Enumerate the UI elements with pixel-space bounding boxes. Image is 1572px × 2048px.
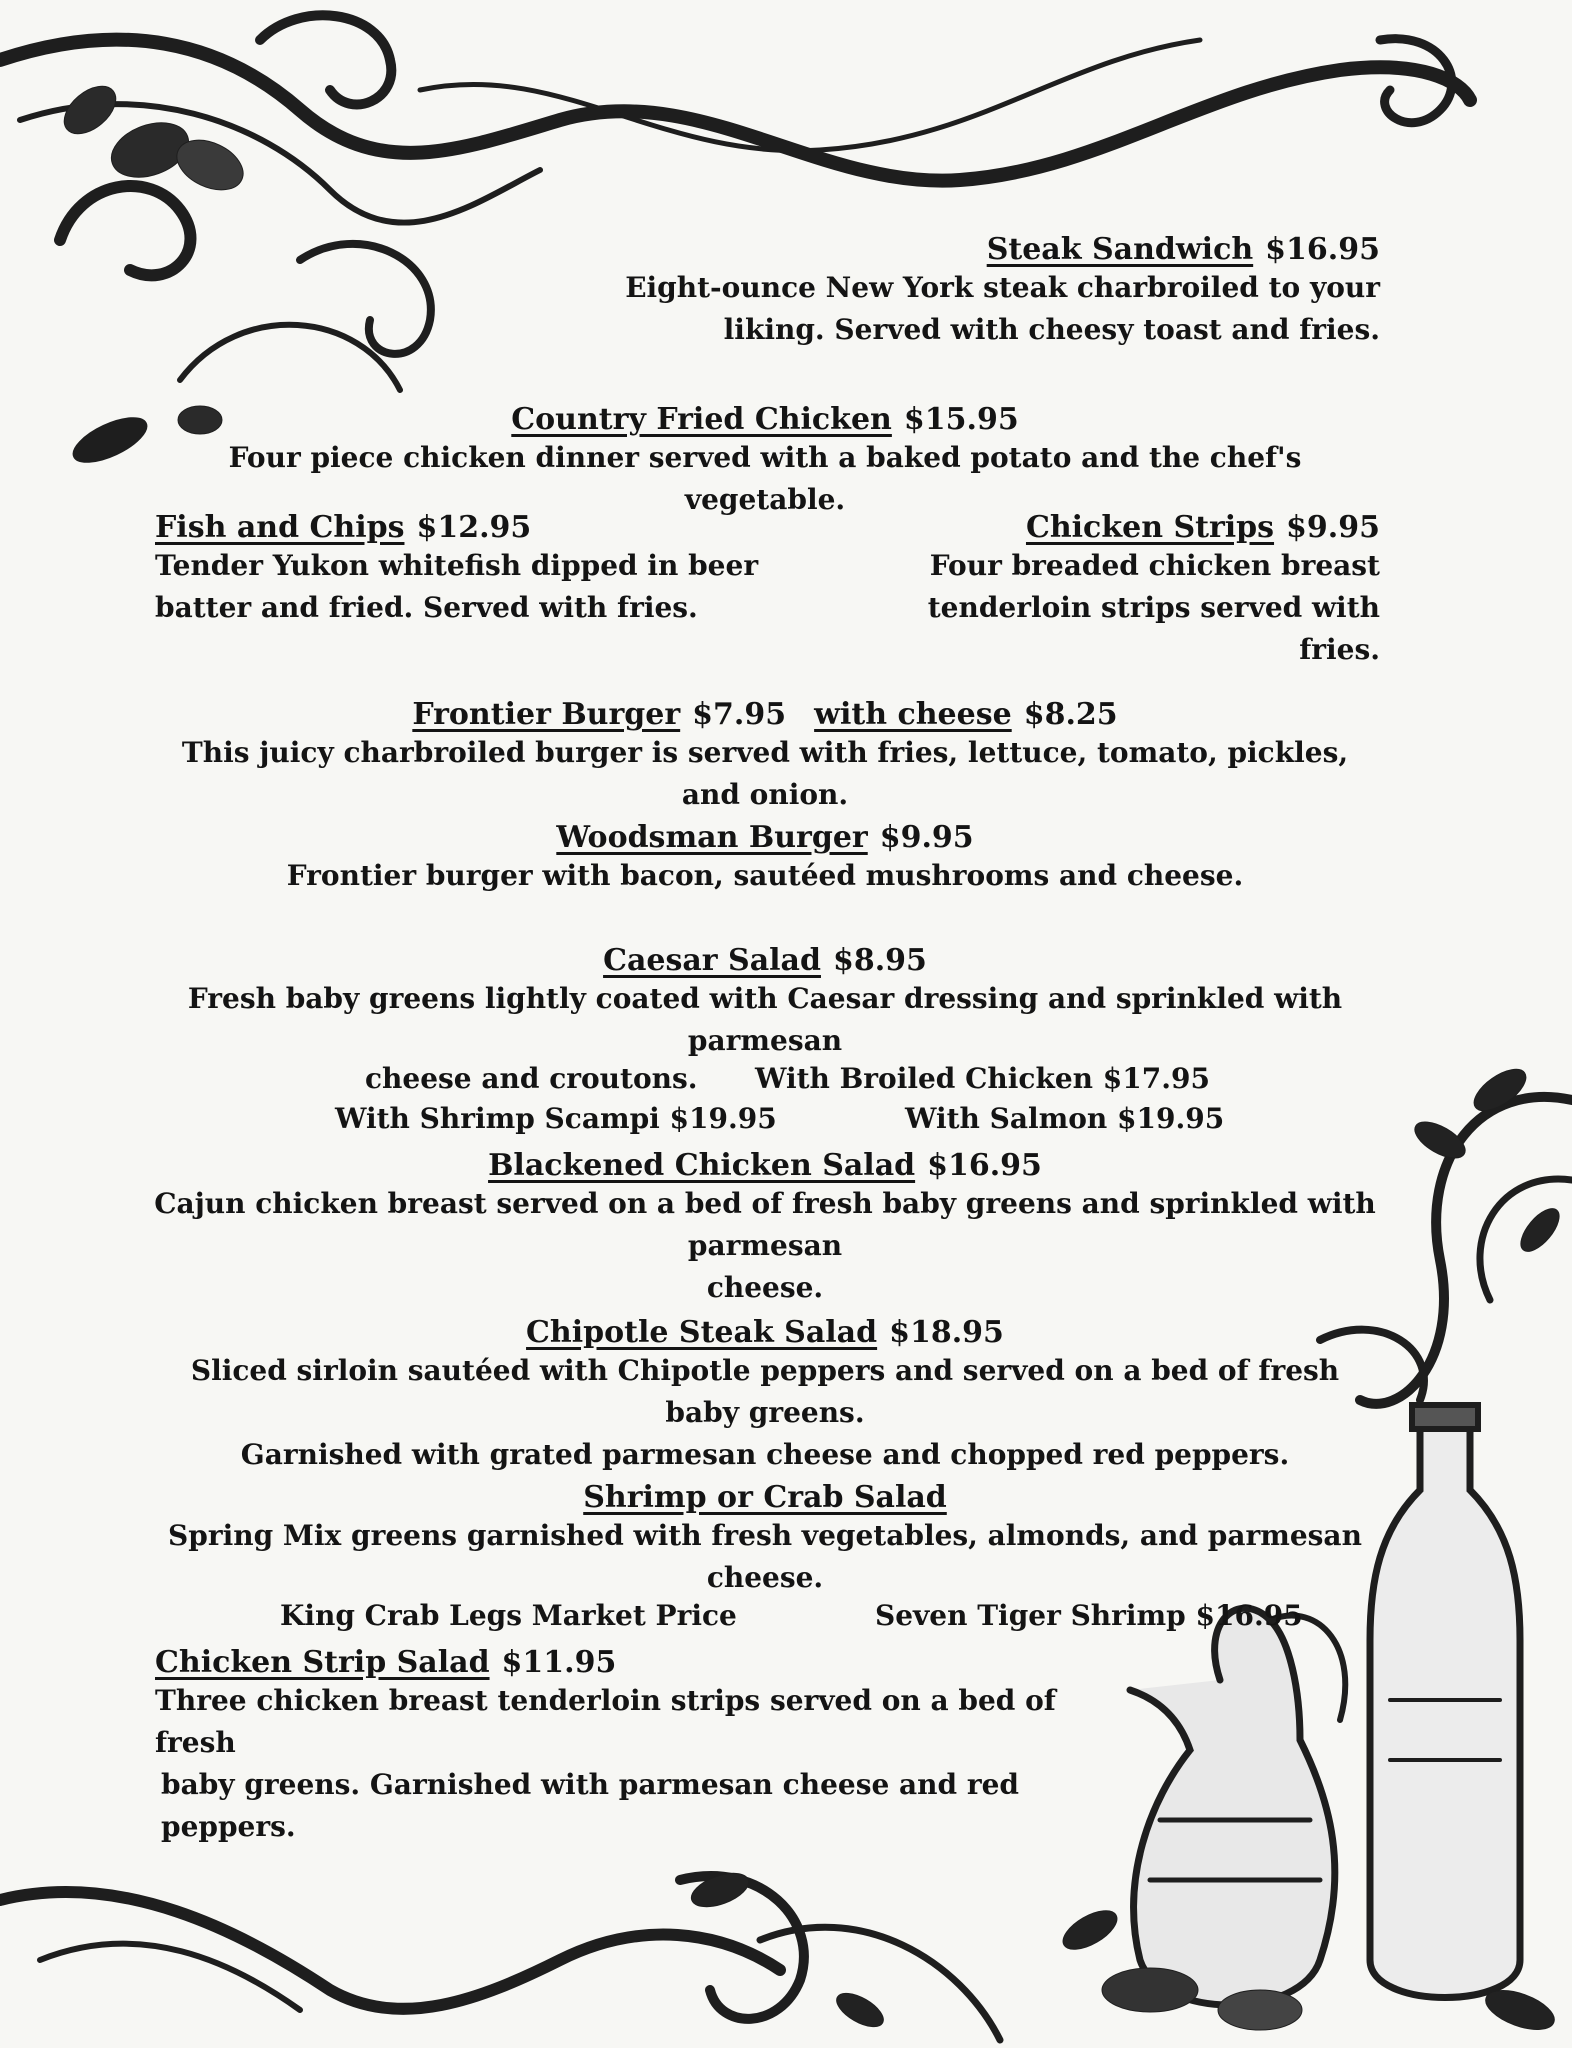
item-option: With Shrimp Scampi $19.95 [335,1102,777,1135]
item-title [155,1645,1135,1680]
item-title [150,402,1380,437]
item-option: With Broiled Chicken $17.95 [755,1062,1210,1095]
item-name: Blackened Chicken Salad [488,1148,916,1183]
item-price: $12.95 [416,510,532,545]
menu-item-chicken-strip-salad [155,1645,1135,1848]
item-description-line: Eight-ounce New York steak charbroiled to your [625,271,1380,304]
item-option: King Crab Legs Market Price [280,1599,737,1632]
item-cheese-label: with cheese [814,697,1012,732]
item-name: Chipotle Steak Salad [526,1315,878,1350]
item-price: $16.95 [927,1148,1042,1183]
item-description-line: tenderloin strips served with fries. [927,591,1380,666]
item-name: Caesar Salad [603,943,821,978]
item-price: $16.95 [1265,232,1380,267]
item-title [150,1148,1380,1183]
item-name: Woodsman Burger [556,820,868,855]
item-name: Steak Sandwich [986,232,1254,267]
item-options-row [150,1062,1380,1102]
menu-item-blackened-chicken-salad [150,1148,1380,1309]
item-name: Chicken Strips [1025,510,1275,545]
item-price: $11.95 [501,1645,617,1680]
menu-item-country-fried-chicken [150,402,1380,521]
item-title [150,820,1380,855]
item-description-line: liking. Served with cheesy toast and fries. [723,313,1380,346]
item-description-line: cheese. [706,1271,824,1304]
item-option: Seven Tiger Shrimp $16.95 [875,1599,1303,1632]
menu-item-frontier-burger [150,697,1380,816]
item-price: $15.95 [903,402,1019,437]
menu-item-caesar-salad [150,943,1380,1142]
item-description-line: batter and fried. Served with fries. [155,591,698,624]
item-options-row [150,1599,1380,1639]
item-title [155,510,775,545]
item-title [840,510,1380,545]
item-description-line: Fresh baby greens lightly coated with Caesar dressing and sprinkled with parmesan [187,982,1343,1057]
item-option: With Salmon $19.95 [905,1102,1225,1135]
item-description-line: cheese and croutons. [365,1062,698,1095]
item-price: $7.95 [692,697,787,732]
menu-item-chicken-strips [840,510,1380,671]
item-price: $9.95 [1286,510,1380,545]
item-description: Four piece chicken dinner served with a baked potato and the chef's vegetable. [228,441,1302,516]
item-title [150,1315,1380,1350]
item-name: Country Fried Chicken [511,402,892,437]
item-name: Frontier Burger [412,697,681,732]
item-options-row [150,1102,1380,1142]
menu-item-chipotle-steak-salad [150,1315,1380,1476]
item-price: $18.95 [889,1315,1004,1350]
item-name: Shrimp or Crab Salad [583,1480,947,1515]
menu-item-shrimp-or-crab-salad [150,1480,1380,1639]
item-cheese-price: $8.25 [1023,697,1118,732]
item-description-line: Tender Yukon whitefish dipped in beer [155,549,759,582]
menu-item-fish-and-chips [155,510,775,629]
item-description-line: Three chicken breast tenderloin strips served on a bed of fresh [155,1684,1056,1759]
item-description-line: Garnished with grated parmesan cheese and chopped red peppers. [240,1438,1290,1471]
item-description-line: Sliced sirloin sautéed with Chipotle peppers and served on a bed of fresh baby greens. [190,1354,1340,1429]
menu-item-woodsman-burger [150,820,1380,897]
item-description-line: Four breaded chicken breast [929,549,1380,582]
item-title [150,697,1380,732]
item-description: Frontier burger with bacon, sautéed mushrooms and cheese. [286,859,1244,892]
item-name: Fish and Chips [155,510,405,545]
item-description-line: Cajun chicken breast served on a bed of fresh baby greens and sprinkled with parmesan [154,1187,1376,1262]
item-description: This juicy charbroiled burger is served with fries, lettuce, tomato, pickles, and onion. [181,736,1349,811]
item-description-line: baby greens. Garnished with parmesan cheese and red peppers. [161,1768,1019,1843]
item-title [150,943,1380,978]
item-price: $9.95 [879,820,974,855]
item-name: Chicken Strip Salad [155,1645,490,1680]
item-title [150,1480,1380,1515]
item-description: Spring Mix greens garnished with fresh vegetables, almonds, and parmesan cheese. [168,1519,1362,1594]
item-title [600,232,1380,267]
item-price: $8.95 [832,943,927,978]
menu-item-steak-sandwich [600,232,1380,351]
